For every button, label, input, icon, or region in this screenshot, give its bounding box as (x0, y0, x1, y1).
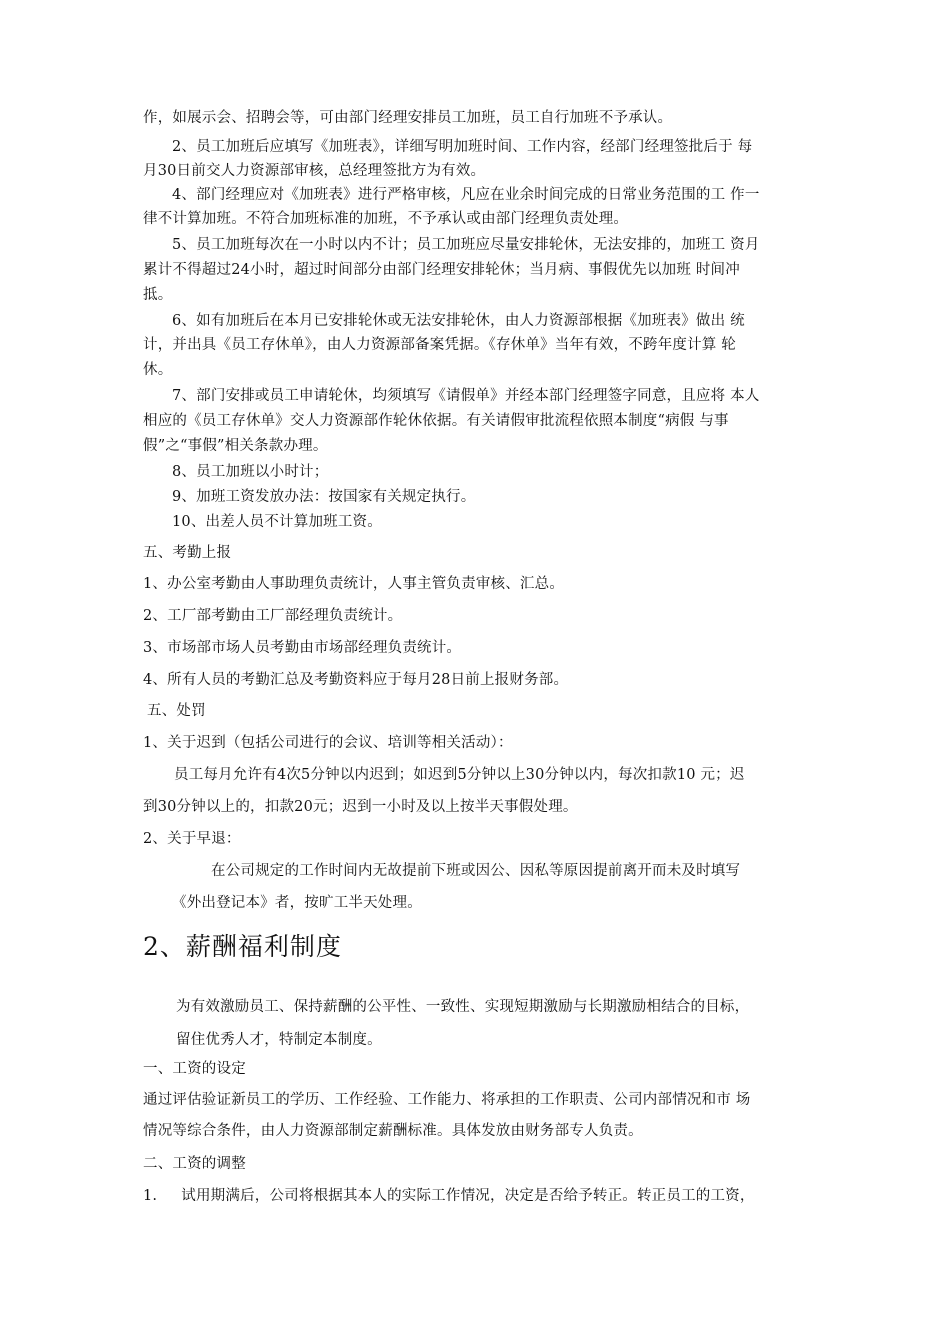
text-line: 1、办公室考勤由人事助理负责统计，人事主管负责审核、汇总。 (143, 576, 565, 592)
text-line: 到30分钟以上的，扣款20元；迟到一小时及以上按半天事假处理。 (143, 799, 578, 815)
text-line: 9、加班工资发放办法：按国家有关规定执行。 (172, 489, 476, 505)
text-line: 3、市场部市场人员考勤由市场部经理负责统计。 (143, 640, 462, 656)
text-line: 为有效激励员工、保持薪酬的公平性、一致性、实现短期激励与长期激励相结合的目标， (176, 999, 750, 1015)
text-line: 1、关于迟到（包括公司进行的会议、培训等相关活动）： (143, 735, 513, 751)
text-line: 情况等综合条件，由人力资源部制定薪酬标准。具体发放由财务部专人负责。 (143, 1123, 643, 1139)
text-line: 律不计算加班。不符合加班标准的加班，不予承认或由部门经理负责处理。 (143, 211, 629, 227)
text-line: 员工每月允许有4次5分钟以内迟到；如迟到5分钟以上30分钟以内，每次扣款10 元；迟 (174, 767, 745, 783)
text-line: 2、员工加班后应填写《加班表》，详细写明加班时间、工作内容，经部门经理签批后于 每 (172, 139, 753, 155)
text-line: 2、关于早退： (143, 831, 241, 847)
text-line: 1. 试用期满后，公司将根据其本人的实际工作情况，决定是否给予转正。转正员工的工资， (143, 1188, 755, 1204)
text-line: 作，如展示会、招聘会等，可由部门经理安排员工加班，员工自行加班不予承认。 (143, 110, 673, 126)
text-line: 4、部门经理应对《加班表》进行严格审核，凡应在业余时间完成的日常业务范围的工 作一 (172, 187, 760, 203)
text-line: 7、部门安排或员工申请轮休，均须填写《请假单》并经本部门经理签字同意，且应将 本人 (172, 388, 760, 404)
text-line: 月30日前交人力资源部审核，总经理签批方为有效。 (143, 163, 486, 179)
text-line: 抵。 (143, 287, 173, 303)
text-line: 《外出登记本》者，按旷工半天处理。 (172, 895, 422, 911)
text-line: 相应的《员工存休单》交人力资源部作轮休依据。有关请假审批流程依照本制度“病假 与事 (143, 413, 729, 429)
text-line: 8、员工加班以小时计； (172, 464, 329, 480)
text-line: 计，并出具《员工存休单》，由人力资源部备案凭据。《存休单》当年有效，不跨年度计算 轮 (143, 337, 737, 353)
text-line: 累计不得超过24小时，超过时间部分由部门经理安排轮休；当月病、事假优先以加班 时间冲 (143, 262, 740, 278)
section-heading: 五、处罚 (147, 703, 206, 719)
text-line: 4、所有人员的考勤汇总及考勤资料应于每月28日前上报财务部。 (143, 672, 569, 688)
section-heading: 二、工资的调整 (143, 1156, 246, 1172)
text-line: 6、如有加班后在本月已安排轮休或无法安排轮休，由人力资源部根据《加班表》做出 统 (172, 313, 745, 329)
text-line: 10、出差人员不计算加班工资。 (172, 514, 382, 530)
section-heading: 一、工资的设定 (143, 1061, 246, 1077)
text-line: 5、员工加班每次在一小时以内不计；员工加班应尽量安排轮休，无法安排的，加班工 资月 (172, 237, 760, 253)
section-title: 2、薪酬福利制度 (143, 932, 342, 961)
text-line: 留住优秀人才，特制定本制度。 (176, 1032, 382, 1048)
text-line: 假”之“事假”相关条款办理。 (143, 438, 328, 454)
text-line: 休。 (143, 362, 173, 378)
text-line: 2、工厂部考勤由工厂部经理负责统计。 (143, 608, 403, 624)
text-line: 通过评估验证新员工的学历、工作经验、工作能力、将承担的工作职责、公司内部情况和市 场 (143, 1092, 751, 1108)
text-line: 在公司规定的工作时间内无故提前下班或因公、因私等原因提前离开而未及时填写 (211, 863, 741, 879)
section-heading: 五、考勤上报 (143, 545, 232, 561)
